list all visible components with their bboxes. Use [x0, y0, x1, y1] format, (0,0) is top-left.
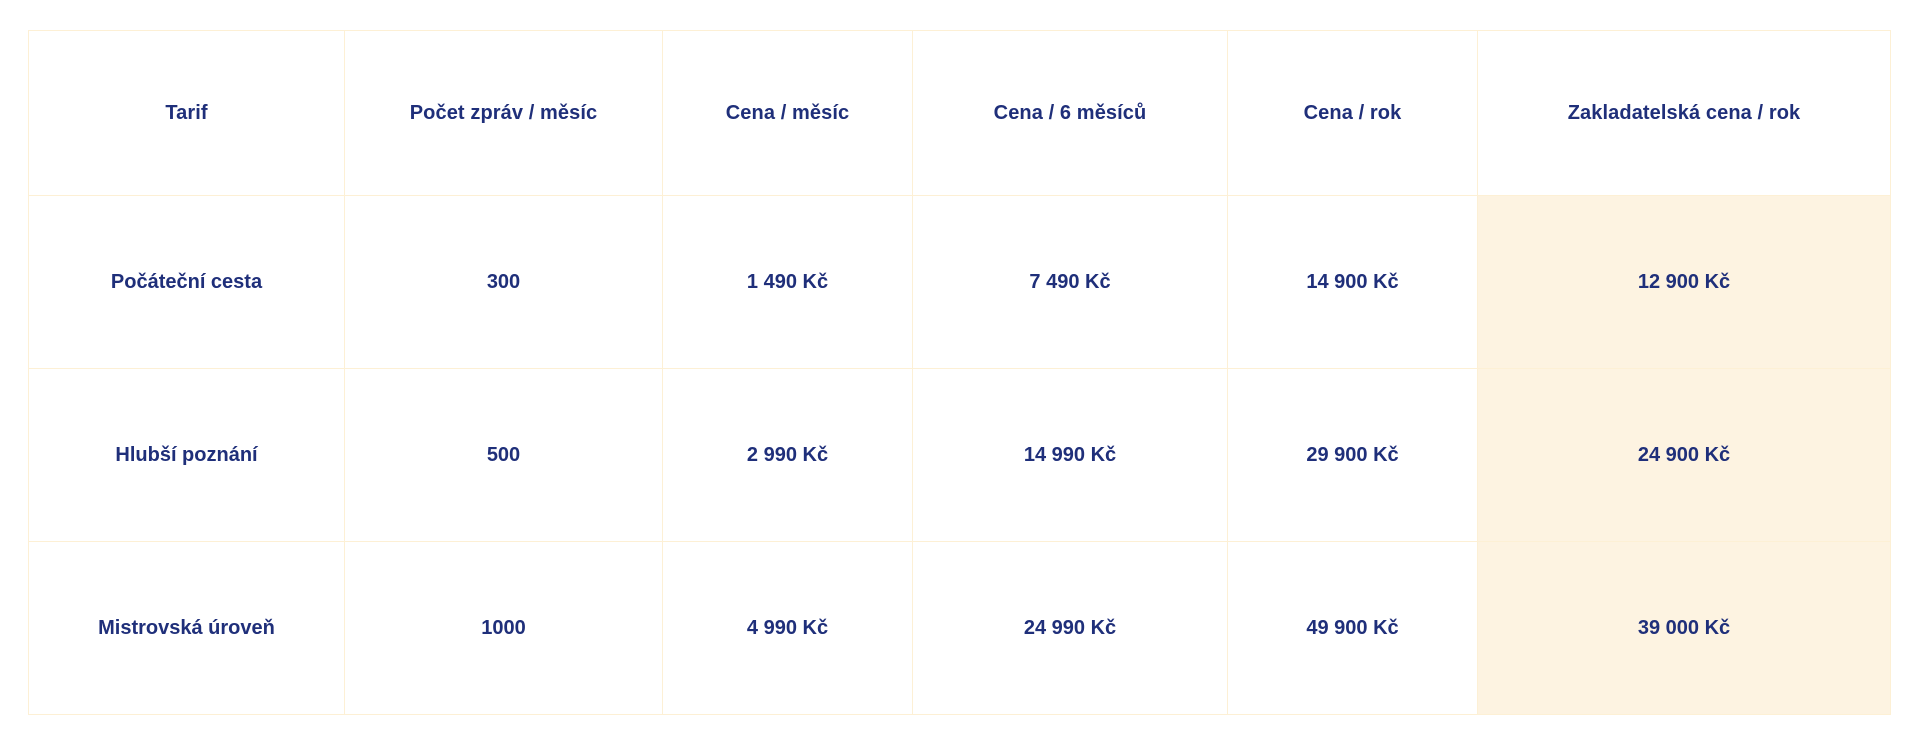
cell-founder-price-year: 39 000 Kč: [1478, 542, 1891, 715]
cell-price-year: 49 900 Kč: [1228, 542, 1478, 715]
column-header-messages-per-month: Počet zpráv / měsíc: [345, 31, 663, 196]
table-body: [29, 196, 1891, 715]
cell-price-year: 14 900 Kč: [1228, 196, 1478, 369]
cell-messages: 300: [345, 196, 663, 369]
pricing-table: [28, 30, 1891, 715]
cell-price-6-months: 14 990 Kč: [913, 369, 1228, 542]
column-header-price-per-year: Cena / rok: [1228, 31, 1478, 196]
cell-founder-price-year: 24 900 Kč: [1478, 369, 1891, 542]
cell-price-year: 29 900 Kč: [1228, 369, 1478, 542]
table-header: [29, 31, 1891, 196]
cell-tarif-name: Hlubší poznání: [29, 369, 345, 542]
table-row: [29, 542, 1891, 715]
cell-price-month: 1 490 Kč: [663, 196, 913, 369]
cell-price-6-months: 7 490 Kč: [913, 196, 1228, 369]
cell-tarif-name: Počáteční cesta: [29, 196, 345, 369]
cell-founder-price-year: 12 900 Kč: [1478, 196, 1891, 369]
cell-messages: 1000: [345, 542, 663, 715]
column-header-tarif: Tarif: [29, 31, 345, 196]
cell-price-6-months: 24 990 Kč: [913, 542, 1228, 715]
table-header-row: [29, 31, 1891, 196]
column-header-price-per-month: Cena / měsíc: [663, 31, 913, 196]
column-header-founder-price-per-year: Zakladatelská cena / rok: [1478, 31, 1891, 196]
cell-messages: 500: [345, 369, 663, 542]
cell-tarif-name: Mistrovská úroveň: [29, 542, 345, 715]
column-header-price-per-6-months: Cena / 6 měsíců: [913, 31, 1228, 196]
cell-price-month: 2 990 Kč: [663, 369, 913, 542]
cell-price-month: 4 990 Kč: [663, 542, 913, 715]
table-row: [29, 196, 1891, 369]
table-row: [29, 369, 1891, 542]
